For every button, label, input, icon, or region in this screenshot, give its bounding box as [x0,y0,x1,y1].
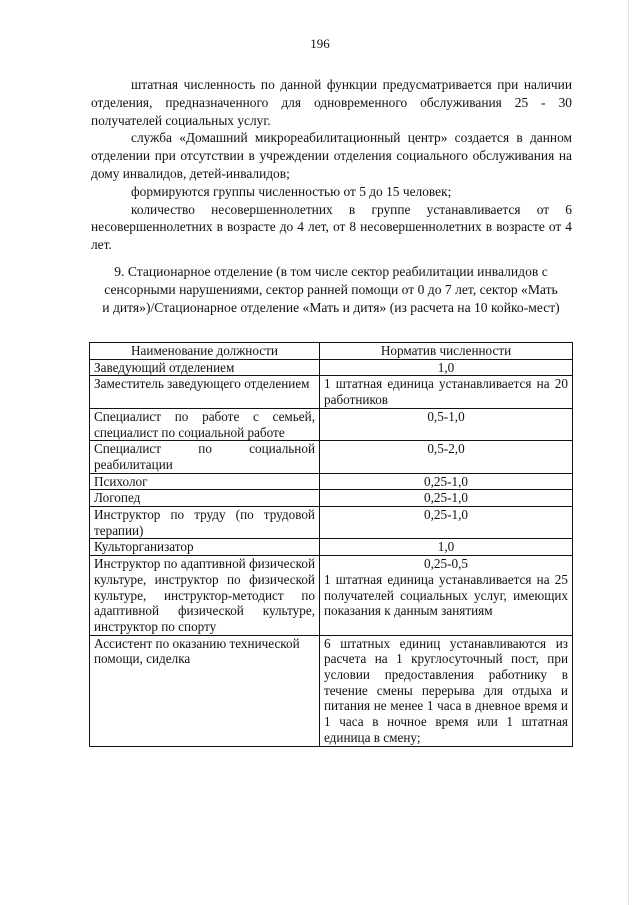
position-cell: Заместитель заведующего отделением [90,376,320,408]
position-cell: Специалист по работе с семьей, специалист по социальной работе [90,408,320,440]
table-row [90,556,573,636]
norm-cell: 1 штатная единица устанавливается на 20 работников [320,376,573,408]
paragraph-minors-count: количество несовершеннолетних в группе устанавливается от 6 несовершеннолетних в возрасте до 4 лет, от 8 несовершеннолетних в возрасте от 4 лет. [91,201,572,253]
norm-note: 1 штатная единица устанавливается на 25 получателей социальных услуг, имеющих показания к данным занятиям [324,571,568,619]
position-cell: Психолог [90,473,320,490]
table-row [90,376,573,408]
norm-cell: 1,0 [320,539,573,556]
position-cell: Специалист по социальной реабилитации [90,441,320,473]
staffing-table [89,342,573,747]
position-cell: Культорганизатор [90,539,320,556]
norm-cell: 0,25-1,0 [320,490,573,507]
scan-edge-line [628,0,629,905]
position-cell: Логопед [90,490,320,507]
paragraph-group-size: формируются группы численностью от 5 до 15 человек; [131,183,452,199]
paragraph-staffing-note: штатная численность по данной функции предусматривается при наличии отделения, предназначенного для одновременного обслуживания 25 - 30 получателей социальных услуг. [91,77,572,128]
header-position: Наименование должности [90,343,320,360]
table-header-row [90,343,573,360]
table-row [90,441,573,473]
position-cell: Ассистент по оказанию технической помощи, сиделка [90,635,320,746]
norm-cell: 0,25-1,0 [320,507,573,539]
table-row [90,507,573,539]
table-row [90,359,573,376]
norm-value: 0,25-0,5 [424,556,468,572]
norm-cell: 0,5-2,0 [320,441,573,473]
header-norm: Норматив численности [320,343,573,360]
section-heading: 9. Стационарное отделение (в том числе сектор реабилитации инвалидов с сенсорными нарушениями, сектор ранней помощи от 0 до 7 лет, сектор «Мать и дитя»)/Стационарное отделение «Мать и дитя» (из расчета на 10 койко-мест) [102,264,560,315]
norm-cell: 1,0 [320,359,573,376]
table-row [90,490,573,507]
page-number: 196 [310,36,330,51]
norm-cell: 6 штатных единиц устанавливаются из расчета на 1 круглосуточный пост, при условии предоставления работнику в течение смены перерыва для отдыха и питания не менее 1 часа в дневное время и 1 часа в ночное время или 1 штатная единица в смену; [320,635,573,746]
body-text [91,76,572,254]
position-cell: Инструктор по труду (по трудовой терапии) [90,507,320,539]
norm-cell: 0,5-1,0 [320,408,573,440]
table-row [90,539,573,556]
table-row [90,473,573,490]
position-cell: Заведующий отделением [90,359,320,376]
norm-cell: 0,25-1,0 [320,473,573,490]
norm-cell [320,556,573,636]
table-row [90,408,573,440]
paragraph-service-note: служба «Домашний микрореабилитационный центр» создается в данном отделении при отсутствии в учреждении отделения социального обслуживания на дому инвалидов, детей-инвалидов; [91,130,572,181]
position-cell: Инструктор по адаптивной физической культуре, инструктор по физической культуре, инструктор-методист по адаптивной физической культуре, инструктор по спорту [90,556,320,636]
table-row [90,635,573,746]
